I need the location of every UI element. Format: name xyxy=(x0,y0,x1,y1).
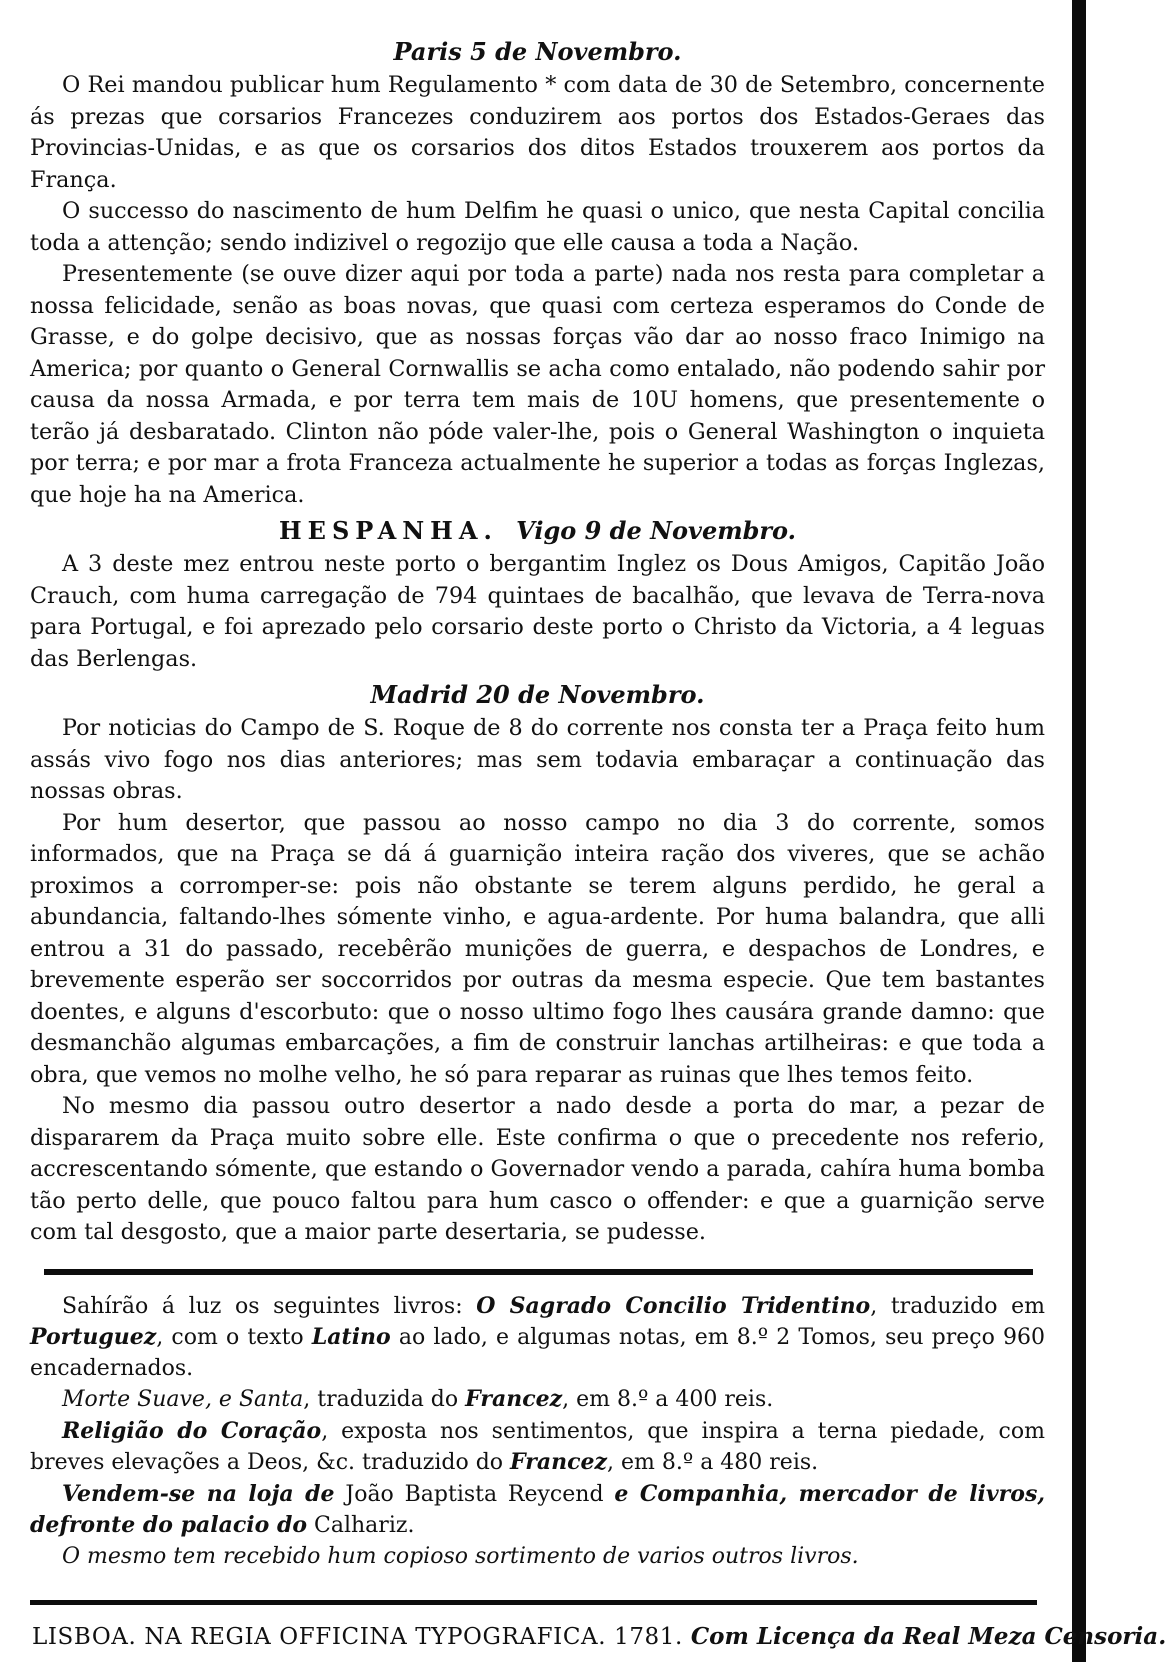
seller-suffix: e Companhia, mercador de livros, defronte do palacio do xyxy=(30,1480,1045,1538)
imprint-line xyxy=(32,1621,1166,1653)
paris-dateline: Paris 5 de Novembro. xyxy=(393,37,682,66)
seller-name: João Baptista Reycend xyxy=(345,1481,604,1507)
seller-place: Calhariz. xyxy=(314,1513,415,1538)
book1-title: O Sagrado Concilio Tridentino xyxy=(476,1292,871,1319)
paris-paragraph-1: O Rei mandou publicar hum Regulamento * com data de 30 de Setembro, concernente ás prezas que corsarios Francezes conduzirem aos portos dos Estados-Geraes das Provincias-Unidas, e as que os corsarios dos ditos Estados trouxerem aos portos da França. xyxy=(30,72,1045,193)
book-notice-1 xyxy=(30,1291,1045,1385)
book3-title: Religião do Coração xyxy=(62,1417,322,1444)
page-content xyxy=(30,32,1166,1653)
book1-latin: Latino xyxy=(311,1324,391,1350)
book1-details-a: , traduzido em xyxy=(870,1293,1045,1319)
book-notice-2 xyxy=(30,1384,1045,1416)
book1-details-b: , com o texto xyxy=(156,1325,304,1350)
paris-paragraph-3: Presentemente (se ouve dizer aqui por toda a parte) nada nos resta para completar a nossa felicidade, senão as boas novas, que quasi com certeza esperamos do Conde de Grasse, e do golpe decisivo, que as nossas forças vão dar ao nosso fraco Inimigo na America; por quanto o General Cornwallis se acha como entalado, não podendo sahir por causa da nossa Armada, e por terra tem mais de 10U homens, que presentemente o terão já desbaratado. Clinton não póde valer-lhe, pois o General Washington o inquieta por terra; e por mar a frota Franceza actualmente he superior a todas as forças Inglezas, que hoje ha na America. xyxy=(30,261,1045,508)
book-notice-3 xyxy=(30,1416,1045,1479)
closing-text: O mesmo tem recebido hum copioso sortimento de varios outros livros. xyxy=(62,1543,859,1569)
section-divider xyxy=(44,1269,1033,1275)
book2-details-a: , traduzida do xyxy=(303,1387,459,1412)
book1-details-c: ao lado, e algumas notas, em 8.º 2 Tomos, seu preço 960 encadernados. xyxy=(30,1325,1045,1381)
closing-notice xyxy=(30,1542,1045,1573)
madrid-paragraph-3: No mesmo dia passou outro desertor a nado desde a porta do mar, a pezar de dispararem da Praça muito sobre elle. Este confirma o que o precedente nos referio, accrescentando sómente, que estando o Governador vendo a parada, cahíra huma bomba tão perto delle, que pouco faltou para hum casco o offender: e que a guarnição serve com tal desgosto, que a maior parte desertaria, se pudesse. xyxy=(30,1093,1045,1245)
vigo-dateline: Vigo 9 de Novembro. xyxy=(516,516,796,545)
spain-dateline xyxy=(30,515,1045,547)
footer-divider xyxy=(30,1600,1037,1605)
seller-prefix: Vendem-se na loja de xyxy=(62,1480,335,1507)
book3-language: Francez xyxy=(510,1449,607,1475)
book2-title: Morte Suave, e Santa xyxy=(62,1387,304,1412)
books-intro: Sahírão á luz os seguintes livros: xyxy=(62,1293,463,1319)
madrid-paragraph-2: Por hum desertor, que passou ao nosso campo no dia 3 do corrente, somos informados, que na Praça se dá á guarnição inteira ração dos viveres, que se achão proximos a corromper-se: pois não obstante se terem alguns perdido, he geral a abundancia, faltando-lhes sómente vinho, e agua-ardente. Por huma balandra, que alli entrou a 31 do passado, recebêrão munições de guerra, e despachos de Londres, e brevemente esperão ser soccorridos por outras da mesma especie. Que tem bastantes doentes, e alguns d'escorbuto: que o nosso ultimo fogo lhes causára grande damno: que desmanchão algumas embarcações, a fim de construir lanchas artilheiras: e que toda a obra, que vemos no molhe velho, he só para reparar as ruinas que lhes temos feito. xyxy=(30,809,1045,1088)
madrid-paragraph-1: Por noticias do Campo de S. Roque de 8 do corrente nos consta ter a Praça feito hum assás vivo fogo nos dias anteriores; mas sem todavia embaraçar a continuação das nossas obras. xyxy=(30,715,1045,804)
book2-details-b: , em 8.º a 400 reis. xyxy=(562,1387,774,1412)
spain-country-name: HESPANHA. xyxy=(278,516,498,545)
page-edge-rule xyxy=(1072,0,1086,1662)
seller-notice xyxy=(30,1479,1045,1542)
book3-details-b: , em 8.º a 480 reis. xyxy=(607,1450,819,1475)
imprint-printer: LISBOA. NA REGIA OFFICINA TYPOGRAFICA. 1781. xyxy=(32,1624,683,1650)
madrid-dateline: Madrid 20 de Novembro. xyxy=(370,680,705,709)
book2-language: Francez xyxy=(465,1386,563,1412)
book3-details-a: , exposta nos sentimentos, que inspira a terna piedade, com breves elevações a Deos, &c. traduzido do xyxy=(30,1418,1045,1475)
book1-language: Portuguez xyxy=(30,1324,157,1350)
paris-paragraph-2: O successo do nascimento de hum Delfim he quasi o unico, que nesta Capital concilia toda a attenção; sendo indizivel o regozijo que elle causa a toda a Nação. xyxy=(30,198,1045,256)
vigo-paragraph-1: A 3 deste mez entrou neste porto o bergantim Inglez os Dous Amigos, Capitão João Crauch, com huma carregação de 794 quintaes de bacalhão, que levava de Terra-nova para Portugal, e foi aprezado pelo corsario deste porto o Christo da Victoria, a 4 leguas das Berlengas. xyxy=(30,551,1045,672)
imprint-license: Com Licença da Real Meza Censoria. xyxy=(690,1623,1166,1650)
